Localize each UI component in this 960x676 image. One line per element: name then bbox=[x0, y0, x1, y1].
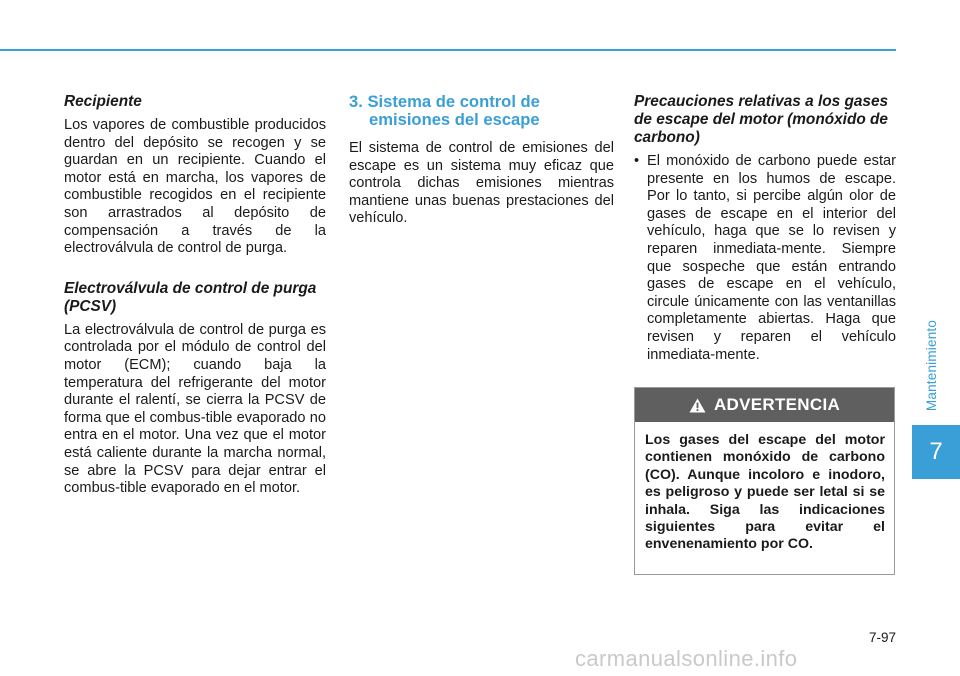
top-rule bbox=[0, 49, 896, 51]
section-heading bbox=[349, 93, 614, 129]
section-title-line2: emisiones del escape bbox=[369, 110, 540, 129]
section-number: 3. bbox=[349, 92, 363, 111]
right-column bbox=[634, 93, 896, 364]
recipiente-text: Los vapores de combustible producidos dentro del depósito se recogen y se guardan en un recipiente. Cuando el motor está en marcha, los vapores de combustible recogidos en el recipiente son arrastrados al depósito de compensación a través de la electroválvula de control de purga. bbox=[64, 117, 326, 257]
list-item-text: El monóxido de carbono puede estar presente en los humos de escape. Por lo tanto, si percibe algún olor de gases de escape en el interior del vehículo, haga que se lo revisen y reparen inmediata-mente. Siempre que sospeche que están entrando gases de escape en el vehículo, circule únicamente con las ventanillas completamente abiertas. Haga que revisen y reparen el vehículo inmediata-mente. bbox=[647, 153, 896, 363]
chapter-number: 7 bbox=[929, 438, 943, 465]
sidebar-section-text: Mantenimiento bbox=[924, 319, 940, 411]
spacer bbox=[64, 258, 326, 280]
page-number: 7-97 bbox=[868, 630, 896, 645]
pcsv-text: La electroválvula de control de purga es controlada por el módulo de control del motor (ECM); cuando baja la temperatura del refrigerante del motor durante el ralentí, se cierra la PCSV de forma que el combus-tible evaporado no entra en el motor. Una vez que el motor está caliente durante la marcha normal, se abre la PCSV para dejar entrar el combus-tible evaporado en el motor. bbox=[64, 321, 326, 497]
list-item bbox=[634, 153, 896, 364]
precauciones-list bbox=[634, 153, 896, 364]
warning-label: ADVERTENCIA bbox=[713, 395, 841, 414]
warning-text: Los gases del escape del motor contienen monóxido de carbono (CO). Aunque incoloro e inodoro, es peligroso y puede ser letal si se inhala. Siga las indicaciones siguientes para evitar el envenenamiento por CO. bbox=[645, 432, 885, 553]
middle-column bbox=[349, 93, 614, 228]
chapter-tab bbox=[912, 425, 960, 479]
warning-header bbox=[635, 388, 894, 422]
warning-box bbox=[634, 387, 895, 575]
escape-text: El sistema de control de emisiones del escape es un sistema muy eficaz que controla dichas emisiones mientras mantiene unas buenas prestaciones del vehículo. bbox=[349, 140, 614, 227]
bullet-icon: • bbox=[634, 153, 640, 169]
warning-triangle-icon bbox=[689, 398, 706, 413]
pcsv-heading: Electroválvula de control de purga (PCSV) bbox=[64, 279, 317, 315]
precauciones-heading: Precauciones relativas a los gases de escape del motor (monóxido de carbono) bbox=[634, 93, 889, 146]
watermark: carmanualsonline.info bbox=[575, 646, 798, 671]
recipiente-heading: Recipiente bbox=[64, 93, 142, 110]
left-column bbox=[64, 93, 326, 498]
sidebar-section-label bbox=[922, 305, 942, 425]
section-title-line1: Sistema de control de bbox=[367, 92, 540, 111]
